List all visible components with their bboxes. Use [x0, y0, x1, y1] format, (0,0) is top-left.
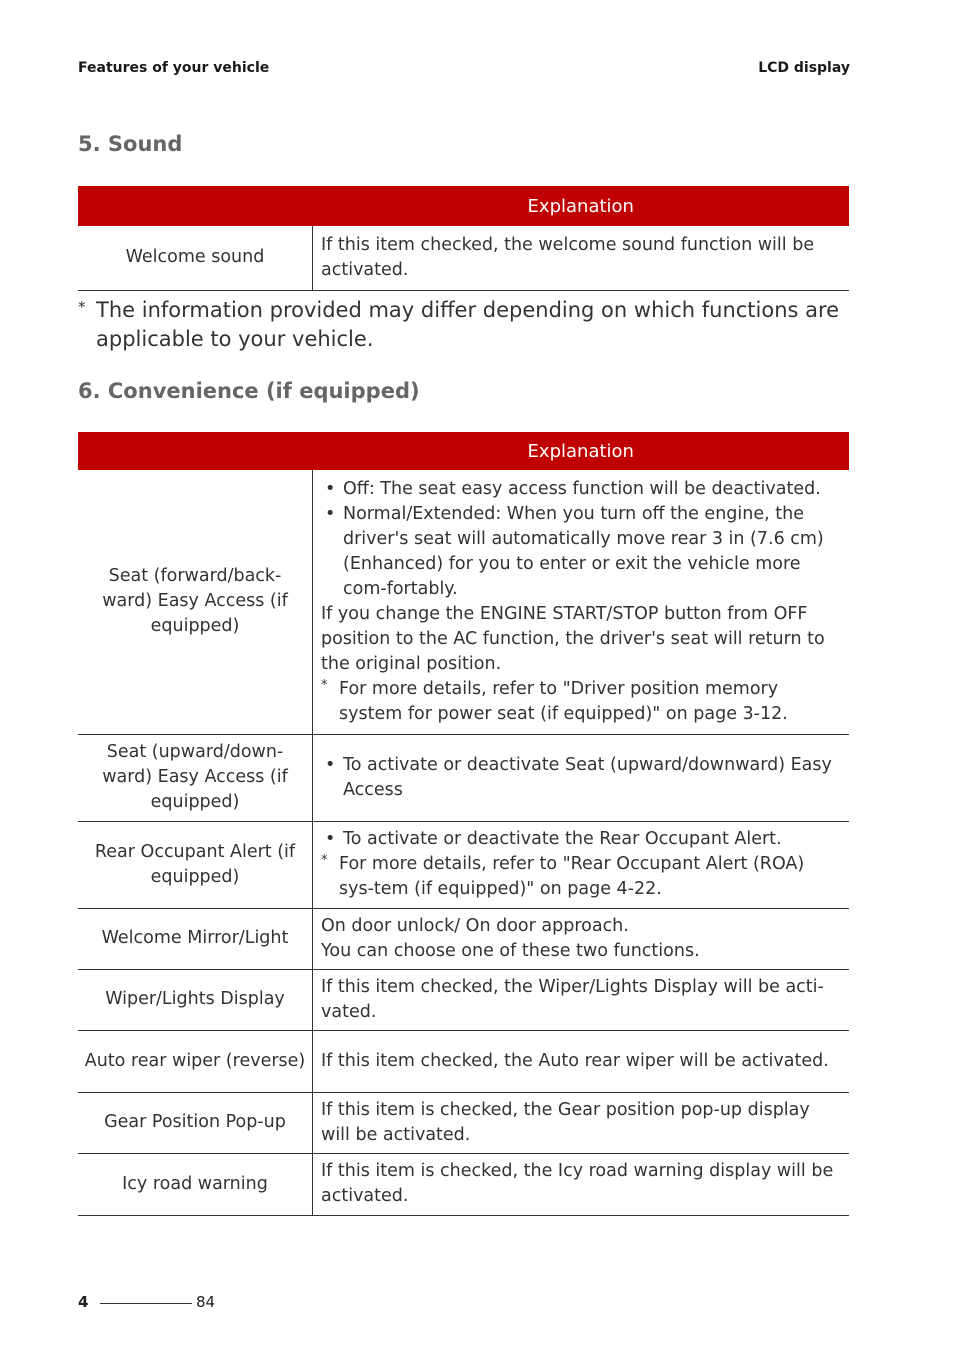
paragraph: If you change the ENGINE START/STOP button from OFF position to the AC function, the driver's seat will return to the original position. — [321, 603, 825, 674]
note-mark: * — [321, 677, 328, 693]
table-row — [78, 1153, 849, 1215]
table-row — [78, 969, 849, 1030]
table-header-explanation: Explanation — [313, 186, 850, 226]
table-row — [78, 470, 849, 734]
row-desc: If this item checked, the Auto rear wiper will be activated. — [313, 1030, 850, 1092]
reference-note — [321, 852, 841, 902]
table-row — [78, 908, 849, 969]
table-row — [78, 734, 849, 821]
row-desc: If this item is checked, the Icy road warning display will be activated. — [313, 1153, 850, 1215]
bullet-item: • Normal/Extended: When you turn off the engine, the driver's seat will automatically move rear 3 in (7.6 cm) (Enhanced) for you to enter or exit the vehicle more com-fortably. — [321, 502, 841, 602]
note-text: For more details, refer to "Driver position memory system for power seat (if equipped)" on page 3-12. — [339, 678, 788, 724]
row-name: Seat (forward/back-ward) Easy Access (if equipped) — [78, 470, 313, 734]
page-number: 84 — [196, 1293, 216, 1311]
row-name: Welcome sound — [78, 226, 313, 290]
bullet-item: • To activate or deactivate Seat (upward/downward) Easy Access — [321, 753, 841, 803]
row-desc — [313, 908, 850, 969]
row-name: Icy road warning — [78, 1153, 313, 1215]
desc-line: You can choose one of these two functions. — [321, 940, 700, 961]
table-header-row — [78, 432, 849, 470]
row-name: Wiper/Lights Display — [78, 969, 313, 1030]
table-row — [78, 821, 849, 908]
running-header-topic: LCD display — [758, 60, 850, 76]
row-desc — [313, 734, 850, 821]
note-text: For more details, refer to "Rear Occupant Alert (ROA) sys-tem (if equipped)" on page 4-22. — [339, 854, 805, 899]
table-row — [78, 1030, 849, 1092]
row-desc — [313, 821, 850, 908]
table-header-blank — [78, 432, 313, 470]
convenience-table — [78, 432, 849, 1216]
row-desc: If this item checked, the welcome sound function will be activated. — [313, 226, 850, 290]
table-header-row — [78, 186, 849, 226]
footnote-text: The information provided may differ depending on which functions are applicable to your vehicle. — [96, 298, 840, 351]
footer-divider — [100, 1303, 192, 1304]
row-desc: If this item checked, the Wiper/Lights Display will be acti-vated. — [313, 969, 850, 1030]
running-header-section: Features of your vehicle — [78, 60, 270, 76]
row-desc — [313, 470, 850, 734]
row-name: Gear Position Pop-up — [78, 1092, 313, 1153]
reference-note — [321, 677, 841, 727]
row-name: Rear Occupant Alert (if equipped) — [78, 821, 313, 908]
section-title-convenience: 6. Convenience (if equipped) — [78, 379, 420, 403]
chapter-number: 4 — [78, 1293, 89, 1311]
table-row — [78, 226, 849, 290]
footnote — [78, 296, 849, 354]
note-mark: * — [321, 853, 328, 868]
table-header-explanation: Explanation — [313, 432, 850, 470]
table-row — [78, 1092, 849, 1153]
row-name: Seat (upward/down-ward) Easy Access (if equipped) — [78, 734, 313, 821]
sound-table — [78, 186, 849, 291]
bullet-item: • Off: The seat easy access function will be deactivated. — [321, 477, 841, 502]
row-name: Auto rear wiper (reverse) — [78, 1030, 313, 1092]
desc-line: On door unlock/ On door approach. — [321, 915, 629, 936]
footnote-mark: * — [78, 298, 86, 316]
bullet-item: • To activate or deactivate the Rear Occupant Alert. — [321, 827, 841, 852]
table-header-blank — [78, 186, 313, 226]
section-title-sound: 5. Sound — [78, 132, 183, 156]
row-name: Welcome Mirror/Light — [78, 908, 313, 969]
row-desc: If this item is checked, the Gear position pop-up display will be activated. — [313, 1092, 850, 1153]
